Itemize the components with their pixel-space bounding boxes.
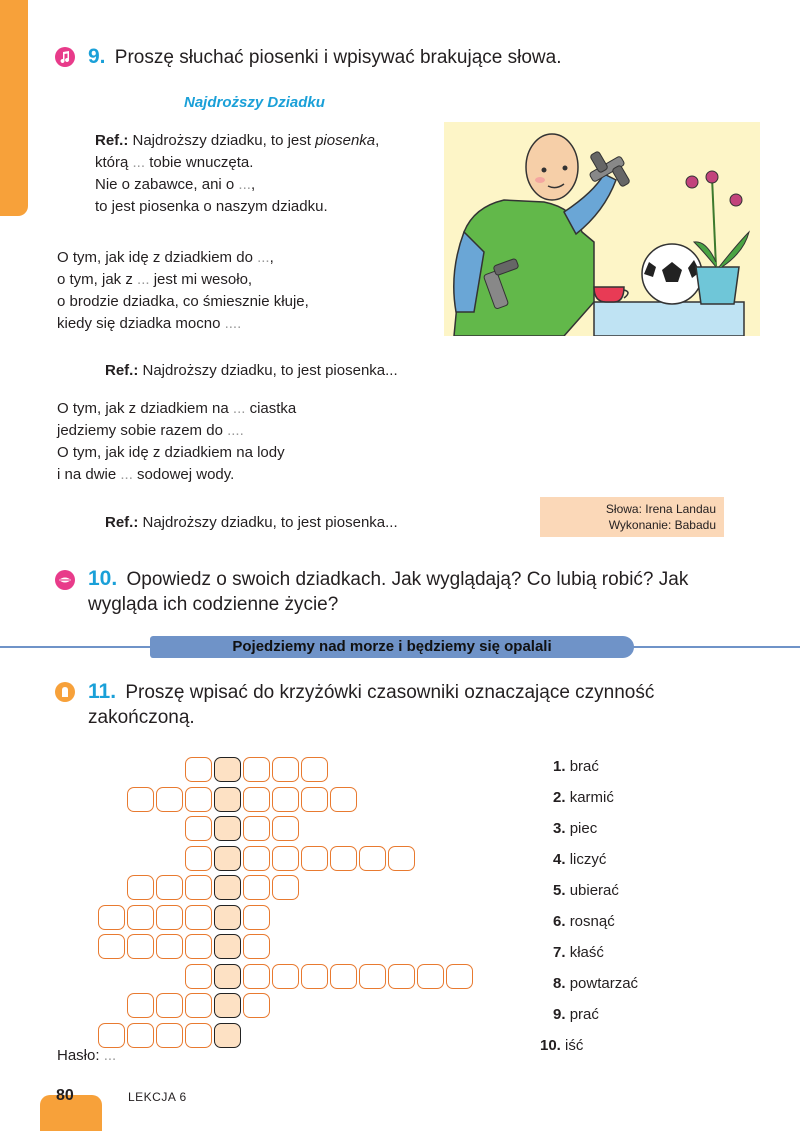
crossword-cell[interactable]: [243, 964, 270, 989]
crossword-cell[interactable]: [272, 757, 299, 782]
crossword-cell[interactable]: [272, 964, 299, 989]
side-tab: [0, 0, 28, 216]
clue-2: 2. karmić: [553, 789, 614, 806]
crossword-cell[interactable]: [330, 846, 357, 871]
crossword-cell[interactable]: [127, 905, 154, 930]
crossword-cell[interactable]: [243, 816, 270, 841]
crossword-cell[interactable]: [301, 846, 328, 871]
crossword-cell[interactable]: [127, 934, 154, 959]
crossword-cell[interactable]: [156, 787, 183, 812]
crossword-key-cell[interactable]: [214, 993, 241, 1018]
exercise-11-instruction-2: zakończoną.: [88, 707, 195, 728]
exercise-11-heading: 11. Proszę wpisać do krzyżówki czasowniki oznaczające czynność: [88, 680, 655, 703]
crossword-cell[interactable]: [243, 875, 270, 900]
password-line: Hasło: ...: [57, 1047, 117, 1064]
song-credit: Słowa: Irena Landau Wykonanie: Babadu: [540, 497, 724, 537]
crossword-cell[interactable]: [98, 1023, 125, 1048]
clue-1: 1. brać: [553, 758, 599, 775]
crossword-cell[interactable]: [359, 846, 386, 871]
refrain-short-1: Ref.: Najdroższy dziadku, to jest piosenka...: [105, 362, 398, 379]
clue-10: 10. iść: [540, 1037, 584, 1054]
crossword-cell[interactable]: [127, 875, 154, 900]
crossword-cell[interactable]: [98, 934, 125, 959]
crossword-cell[interactable]: [185, 875, 212, 900]
crossword-cell[interactable]: [185, 846, 212, 871]
password-blank[interactable]: ...: [103, 1047, 117, 1064]
crossword-cell[interactable]: [127, 993, 154, 1018]
refrain-block: Ref.: Najdroższy dziadku, to jest piosenka, którą ... tobie wnuczęta. Nie o zabawce, ani o ..., to jest piosenka o naszym dziadku.: [95, 132, 380, 215]
page-number: 80: [56, 1087, 74, 1104]
crossword-cell[interactable]: [156, 875, 183, 900]
crossword-cell[interactable]: [330, 787, 357, 812]
exercise-9-instruction: Proszę słuchać piosenki i wpisywać brakujące słowa.: [114, 47, 562, 68]
exercise-10-instruction-1: Opowiedz o swoich dziadkach. Jak wyglądają? Co lubią robić? Jak: [126, 569, 689, 590]
crossword-cell[interactable]: [185, 964, 212, 989]
crossword-cell[interactable]: [243, 993, 270, 1018]
crossword-cell[interactable]: [417, 964, 444, 989]
crossword-cell[interactable]: [243, 787, 270, 812]
section-band: [0, 632, 800, 662]
clue-5: 5. ubierać: [553, 882, 619, 899]
crossword-cell[interactable]: [243, 905, 270, 930]
clue-9: 9. prać: [553, 1006, 599, 1023]
lesson-label: LEKCJA 6: [128, 1090, 187, 1104]
music-note-icon: [55, 47, 75, 67]
exercise-9-heading: 9. Proszę słuchać piosenki i wpisywać brakujące słowa.: [88, 45, 562, 68]
crossword-cell[interactable]: [388, 964, 415, 989]
crossword-key-cell[interactable]: [214, 757, 241, 782]
crossword-cell[interactable]: [185, 905, 212, 930]
crossword-cell[interactable]: [127, 1023, 154, 1048]
clue-4: 4. liczyć: [553, 851, 607, 868]
crossword-cell[interactable]: [185, 816, 212, 841]
clue-6: 6. rosnąć: [553, 913, 615, 930]
clue-7: 7. kłaść: [553, 944, 604, 961]
refrain-short-2: Ref.: Najdroższy dziadku, to jest piosenka...: [105, 514, 398, 531]
grandpa-illustration: [444, 122, 760, 336]
exercise-10-instruction-2: wygląda ich codzienne życie?: [88, 594, 339, 615]
crossword-cell[interactable]: [185, 993, 212, 1018]
verse-2: O tym, jak z dziadkiem na ... ciastka jedziemy sobie razem do .... O tym, jak idę z dziadkiem na lody i na dwie ... sodowej wody.: [57, 400, 297, 483]
crossword-key-cell[interactable]: [214, 964, 241, 989]
crossword-cell[interactable]: [272, 816, 299, 841]
crossword-cell[interactable]: [272, 875, 299, 900]
crossword-cell[interactable]: [243, 934, 270, 959]
crossword-key-cell[interactable]: [214, 875, 241, 900]
crossword-key-cell[interactable]: [214, 787, 241, 812]
crossword-cell[interactable]: [243, 757, 270, 782]
crossword-key-cell[interactable]: [214, 1023, 241, 1048]
section-title: Pojedziemy nad morze i będziemy się opalali: [150, 636, 634, 658]
crossword-cell[interactable]: [243, 846, 270, 871]
crossword-key-cell[interactable]: [214, 905, 241, 930]
clue-3: 3. piec: [553, 820, 598, 837]
crossword-cell[interactable]: [301, 964, 328, 989]
crossword-cell[interactable]: [185, 934, 212, 959]
crossword-cell[interactable]: [98, 905, 125, 930]
crossword-cell[interactable]: [156, 993, 183, 1018]
exercise-11-instruction-1: Proszę wpisać do krzyżówki czasowniki oznaczające czynność: [125, 682, 655, 703]
pencil-hand-icon: [55, 682, 75, 702]
crossword-cell[interactable]: [156, 934, 183, 959]
crossword-cell[interactable]: [156, 1023, 183, 1048]
crossword-cell[interactable]: [185, 787, 212, 812]
crossword-cell[interactable]: [272, 787, 299, 812]
exercise-10-heading: 10. Opowiedz o swoich dziadkach. Jak wyglądają? Co lubią robić? Jak: [88, 567, 689, 590]
crossword-cell[interactable]: [272, 846, 299, 871]
crossword-cell[interactable]: [446, 964, 473, 989]
crossword-key-cell[interactable]: [214, 846, 241, 871]
crossword-cell[interactable]: [301, 757, 328, 782]
song-title: Najdroższy Dziadku: [184, 94, 325, 111]
clue-8: 8. powtarzać: [553, 975, 639, 992]
speaking-mouth-icon: [55, 570, 75, 590]
verse-1: O tym, jak idę z dziadkiem do ..., o tym, jak z ... jest mi wesoło, o brodzie dziadka, co śmiesznie kłuje, kiedy się dziadka mocno ....: [57, 249, 309, 332]
crossword-cell[interactable]: [185, 757, 212, 782]
crossword-cell[interactable]: [388, 846, 415, 871]
crossword-key-cell[interactable]: [214, 816, 241, 841]
crossword-cell[interactable]: [301, 787, 328, 812]
crossword-key-cell[interactable]: [214, 934, 241, 959]
crossword-cell[interactable]: [156, 905, 183, 930]
crossword-cell[interactable]: [185, 1023, 212, 1048]
crossword-cell[interactable]: [359, 964, 386, 989]
crossword-cell[interactable]: [127, 787, 154, 812]
crossword-cell[interactable]: [330, 964, 357, 989]
